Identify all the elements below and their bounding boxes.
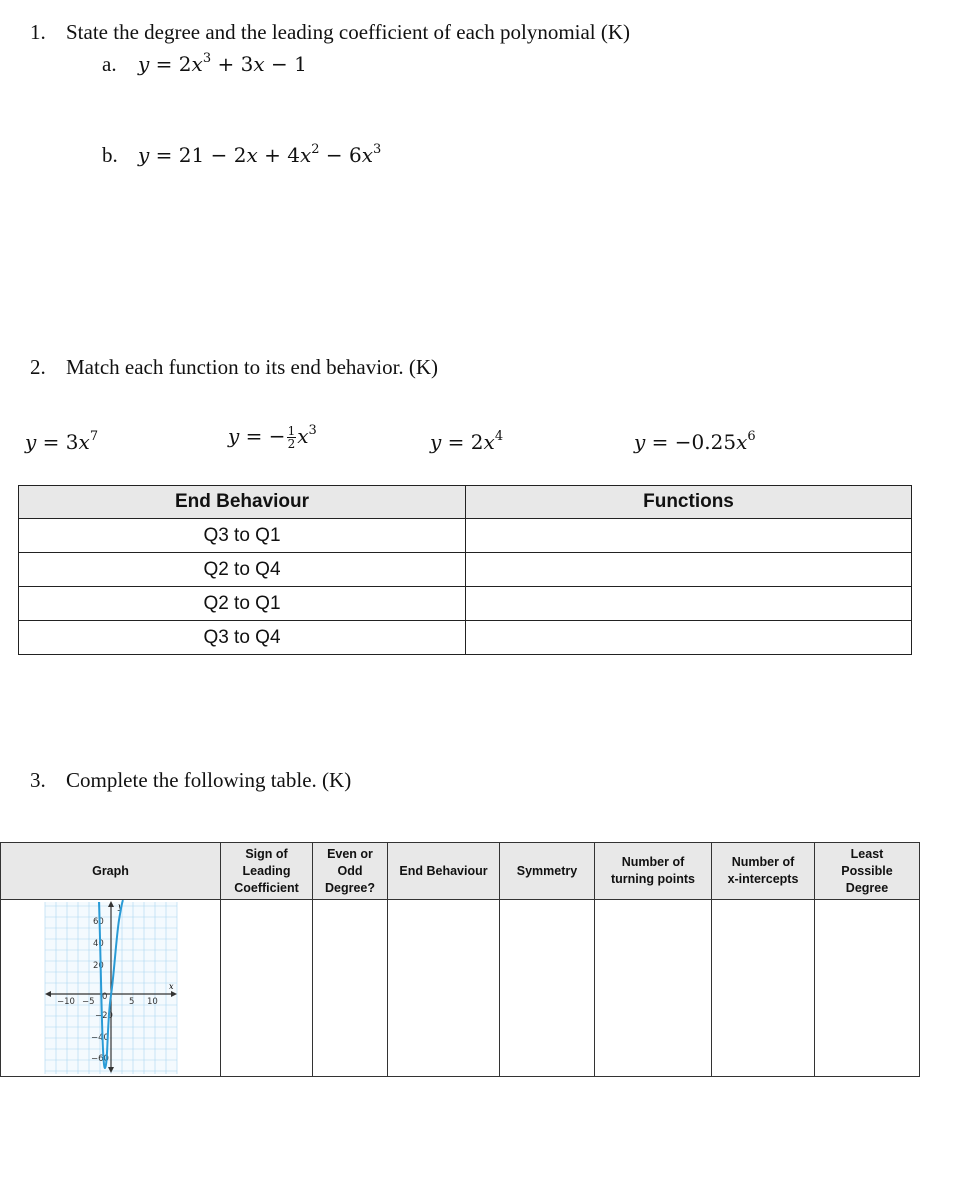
function-answer-cell[interactable]	[466, 519, 912, 553]
graph-cell	[1, 900, 221, 1077]
q2-text: Match each function to its end behavior. (K)	[66, 355, 439, 379]
y-tick-label: −20	[95, 1011, 113, 1021]
q1-part-a	[102, 52, 307, 77]
q3-prompt	[30, 768, 351, 793]
q2-number: 2.	[30, 355, 46, 379]
x-tick-label: 10	[147, 997, 158, 1007]
q3-text: Complete the following table. (K)	[66, 768, 352, 792]
function-4: $y = -0.25x^6$	[634, 429, 756, 454]
x-tick-label: −10	[57, 997, 75, 1007]
q1-part-a-label: a.	[102, 52, 117, 76]
end-behaviour-cell: Q2 to Q1	[19, 587, 466, 621]
polynomial-graph	[1, 900, 221, 1076]
y-tick-label: 60	[93, 917, 104, 927]
header-end-behaviour: End Behaviour	[19, 486, 466, 519]
analysis-table	[0, 842, 920, 1077]
header-least-degree: Least Possible Degree	[815, 843, 920, 900]
x-tick-label: −5	[82, 997, 95, 1007]
fraction: $\frac{1}{2}$	[287, 424, 296, 451]
table-row	[1, 900, 920, 1077]
table-row	[19, 621, 912, 655]
q1-text: State the degree and the leading coefficient of each polynomial (K)	[66, 20, 631, 44]
y-tick-label: 40	[93, 939, 104, 949]
header-end-behaviour: End Behaviour	[388, 843, 500, 900]
least-degree-answer-cell[interactable]	[815, 900, 920, 1077]
y-tick-label: 20	[93, 961, 104, 971]
y-tick-label: −40	[91, 1033, 109, 1043]
table-row	[19, 553, 912, 587]
header-symmetry: Symmetry	[500, 843, 595, 900]
header-functions: Functions	[466, 486, 912, 519]
end-behaviour-cell: Q2 to Q4	[19, 553, 466, 587]
q1-part-b-equation: $y = 21 - 2x + 4x^2 - 6x^3$	[138, 142, 382, 167]
y-tick-label: −60	[91, 1054, 109, 1064]
q1-number: 1.	[30, 20, 46, 44]
end-behaviour-cell: Q3 to Q4	[19, 621, 466, 655]
q2-prompt	[30, 355, 438, 380]
header-even-odd: Even or Odd Degree?	[313, 843, 388, 900]
header-graph: Graph	[1, 843, 221, 900]
even-odd-answer-cell[interactable]	[313, 900, 388, 1077]
header-sign: Sign of Leading Coefficient	[221, 843, 313, 900]
x-intercepts-answer-cell[interactable]	[712, 900, 815, 1077]
sign-answer-cell[interactable]	[221, 900, 313, 1077]
end-behaviour-table	[18, 485, 912, 655]
table-row	[19, 587, 912, 621]
q1-prompt	[30, 20, 630, 45]
y-axis-label: y	[118, 902, 123, 911]
function-3: $y = 2x^4$	[430, 429, 504, 454]
q1-part-a-equation: $y = 2x^3 + 3x - 1$	[138, 51, 307, 76]
function-2: y = − $\frac{1}{2}$ $x^3$	[228, 423, 317, 451]
q1-part-b-label: b.	[102, 143, 118, 167]
symmetry-answer-cell[interactable]	[500, 900, 595, 1077]
x-tick-label: 5	[129, 997, 135, 1007]
function-1: $y = 3x^7$	[25, 429, 99, 454]
end-behaviour-cell: Q3 to Q1	[19, 519, 466, 553]
x-axis-label: x	[169, 982, 174, 991]
q3-number: 3.	[30, 768, 46, 792]
x-tick-label: 0	[102, 992, 108, 1002]
header-turning-points: Number of turning points	[595, 843, 712, 900]
table-row	[19, 519, 912, 553]
function-answer-cell[interactable]	[466, 553, 912, 587]
function-answer-cell[interactable]	[466, 587, 912, 621]
function-answer-cell[interactable]	[466, 621, 912, 655]
end-behaviour-answer-cell[interactable]	[388, 900, 500, 1077]
q1-part-b	[102, 143, 381, 168]
turning-points-answer-cell[interactable]	[595, 900, 712, 1077]
header-x-intercepts: Number of x-intercepts	[712, 843, 815, 900]
